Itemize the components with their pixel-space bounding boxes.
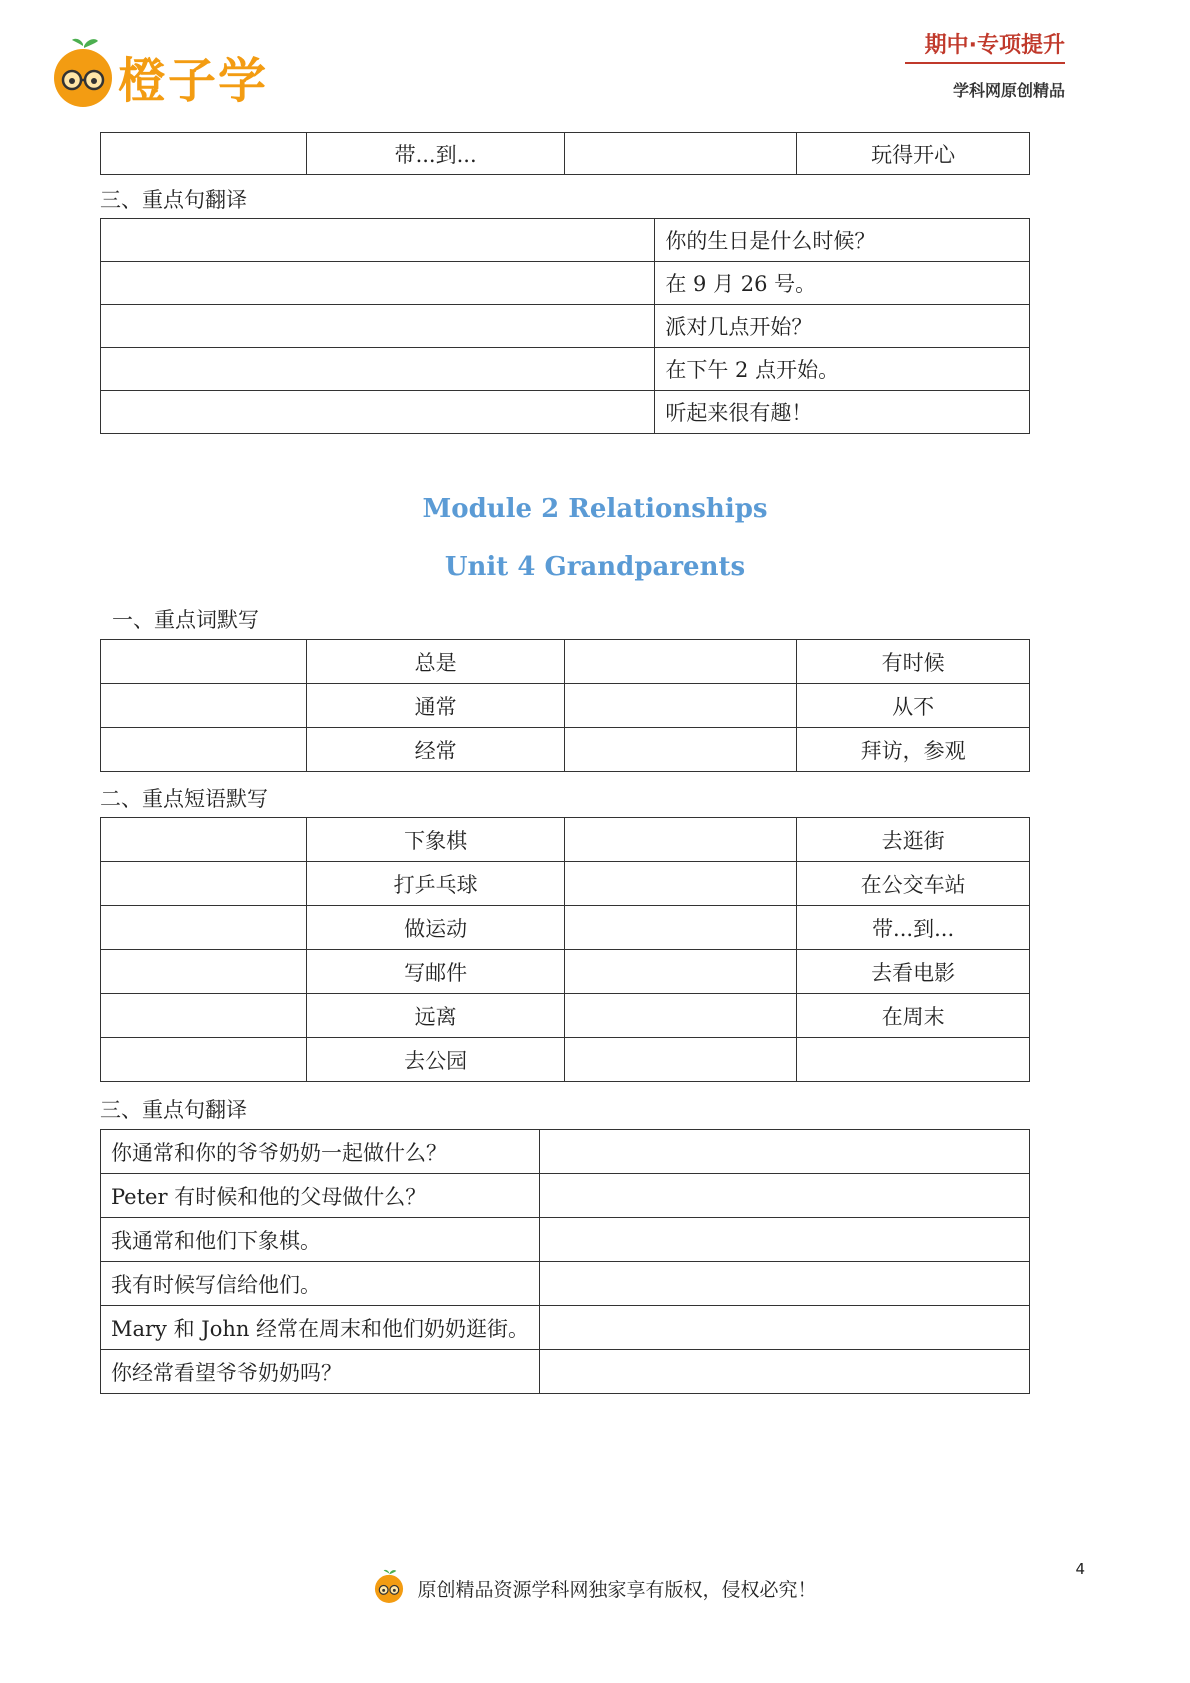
blank-cell[interactable] (565, 950, 797, 994)
brand-divider (905, 62, 1065, 64)
table-cell: 在周末 (797, 994, 1030, 1038)
answer-cell[interactable] (540, 1350, 1030, 1394)
blank-cell[interactable] (101, 728, 307, 772)
table-cell: 去公园 (306, 1038, 565, 1082)
answer-cell[interactable] (101, 391, 655, 434)
phrase-table (100, 817, 1030, 1082)
answer-cell[interactable] (101, 305, 655, 348)
blank-cell[interactable] (101, 950, 307, 994)
prev-sentence-table (100, 218, 1030, 434)
table-row (101, 1262, 1030, 1306)
table-row (101, 1038, 1030, 1082)
table-row (101, 862, 1030, 906)
blank-cell[interactable] (565, 133, 797, 175)
table-row (101, 906, 1030, 950)
blank-cell[interactable] (565, 728, 797, 772)
table-row (101, 684, 1030, 728)
table-cell: 写邮件 (306, 950, 565, 994)
table-cell: 远离 (306, 994, 565, 1038)
blank-cell[interactable] (101, 684, 307, 728)
table-cell: 在公交车站 (797, 862, 1030, 906)
table-cell: 听起来很有趣！ (655, 391, 1030, 434)
brand-tag: 期中·专项提升 (924, 33, 1065, 58)
logo-text: 橙子学 (118, 53, 269, 109)
blank-cell[interactable] (565, 684, 797, 728)
blank-cell[interactable] (101, 818, 307, 862)
answer-cell[interactable] (540, 1218, 1030, 1262)
answer-cell[interactable] (101, 219, 655, 262)
unit-title: Unit 4 Grandparents (444, 552, 746, 582)
table-cell: Peter 有时候和他的父母做什么？ (101, 1174, 540, 1218)
blank-cell[interactable] (565, 1038, 797, 1082)
orange-logo-icon (373, 1568, 405, 1609)
blank-cell[interactable] (565, 906, 797, 950)
footer (0, 1568, 1190, 1609)
page-number: 4 (1075, 1560, 1085, 1578)
table-row (101, 262, 1030, 305)
table-row (101, 305, 1030, 348)
blank-cell[interactable] (101, 994, 307, 1038)
table-cell: 去看电影 (797, 950, 1030, 994)
table-cell: 拜访，参观 (797, 728, 1030, 772)
table-row (101, 728, 1030, 772)
section-title: 二、重点短语默写 (100, 787, 268, 811)
module-title: Module 2 Relationships (422, 494, 768, 524)
section-title: 三、重点句翻译 (100, 188, 247, 212)
blank-cell[interactable] (565, 994, 797, 1038)
table-cell: 经常 (306, 728, 565, 772)
blank-cell[interactable] (565, 640, 797, 684)
table-cell: 下象棋 (306, 818, 565, 862)
table-cell: 在下午 2 点开始。 (655, 348, 1030, 391)
blank-cell[interactable] (101, 906, 307, 950)
blank-cell[interactable] (101, 640, 307, 684)
section-title: 三、重点句翻译 (100, 1098, 247, 1122)
section-title: 一、重点词默写 (112, 608, 259, 632)
table-cell: 有时候 (797, 640, 1030, 684)
table-row (101, 640, 1030, 684)
table-row (101, 1350, 1030, 1394)
blank-cell[interactable] (101, 1038, 307, 1082)
table-cell: 带...到... (797, 906, 1030, 950)
blank-cell[interactable] (797, 1038, 1030, 1082)
table-cell: 打乒乓球 (306, 862, 565, 906)
answer-cell[interactable] (540, 1174, 1030, 1218)
table-row (101, 994, 1030, 1038)
answer-cell[interactable] (101, 262, 655, 305)
table-row (101, 219, 1030, 262)
blank-cell[interactable] (565, 862, 797, 906)
table-row (101, 1306, 1030, 1350)
prev-vocab-table (100, 132, 1030, 175)
table-cell: 通常 (306, 684, 565, 728)
table-cell: 我通常和他们下象棋。 (101, 1218, 540, 1262)
answer-cell[interactable] (101, 348, 655, 391)
table-cell: 从不 (797, 684, 1030, 728)
answer-cell[interactable] (540, 1306, 1030, 1350)
table-cell: 在 9 月 26 号。 (655, 262, 1030, 305)
blank-cell[interactable] (101, 133, 307, 175)
blank-cell[interactable] (101, 862, 307, 906)
table-cell: 去逛街 (797, 818, 1030, 862)
table-row (101, 391, 1030, 434)
table-cell: 做运动 (306, 906, 565, 950)
table-row (101, 1174, 1030, 1218)
table-row (101, 950, 1030, 994)
answer-cell[interactable] (540, 1262, 1030, 1306)
table-row (101, 1130, 1030, 1174)
sentence-table (100, 1129, 1030, 1394)
table-cell: 你通常和你的爷爷奶奶一起做什么？ (101, 1130, 540, 1174)
table-row (101, 1218, 1030, 1262)
copyright-notice: 原创精品资源学科网独家享有版权，侵权必究！ (417, 1579, 817, 1601)
vocab-table (100, 639, 1030, 772)
table-row (101, 133, 1030, 175)
blank-cell[interactable] (565, 818, 797, 862)
table-cell: 带...到... (306, 133, 565, 175)
brand-subtitle: 学科网原创精品 (952, 81, 1065, 100)
table-cell: 玩得开心 (797, 133, 1030, 175)
table-cell: 我有时候写信给他们。 (101, 1262, 540, 1306)
table-cell: Mary 和 John 经常在周末和他们奶奶逛街。 (101, 1306, 540, 1350)
table-cell: 总是 (306, 640, 565, 684)
answer-cell[interactable] (540, 1130, 1030, 1174)
table-cell: 你的生日是什么时候？ (655, 219, 1030, 262)
orange-logo-icon (50, 36, 116, 108)
table-row (101, 818, 1030, 862)
table-row (101, 348, 1030, 391)
table-cell: 你经常看望爷爷奶奶吗？ (101, 1350, 540, 1394)
table-cell: 派对几点开始？ (655, 305, 1030, 348)
